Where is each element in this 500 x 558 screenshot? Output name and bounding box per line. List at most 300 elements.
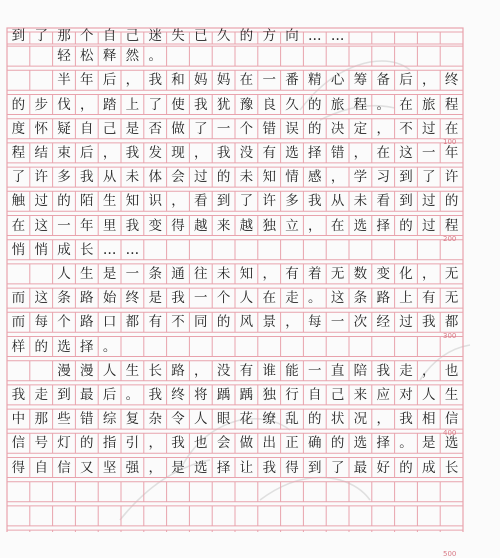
char-cell: 了 <box>422 169 436 186</box>
char-cell: 在 <box>262 290 276 307</box>
char-cell: 陌 <box>80 193 94 210</box>
char-cell: 后 <box>102 386 117 403</box>
char-cell: ， <box>376 411 390 428</box>
char-cell: ， <box>80 96 94 113</box>
char-cell: 走 <box>285 290 299 307</box>
char-cell: ， <box>353 144 368 161</box>
char-cell: 了 <box>34 28 48 44</box>
char-cell: 眼 <box>216 411 231 428</box>
char-cell: 口 <box>102 314 117 331</box>
char-cell: 里 <box>102 217 117 234</box>
char-cell: 同 <box>194 314 208 331</box>
char-cell: 况 <box>353 411 368 428</box>
char-cell: 出 <box>262 435 276 452</box>
char-cell: 一 <box>262 72 276 89</box>
char-cell: 未 <box>353 193 368 210</box>
char-cell: 从 <box>102 169 117 186</box>
char-cell: 使 <box>171 96 185 113</box>
char-cell: 每 <box>308 314 322 331</box>
char-cell: 良 <box>262 96 276 113</box>
char-cell: 上 <box>125 96 140 113</box>
char-cell: 我 <box>376 362 390 379</box>
char-cell: 一 <box>57 217 71 234</box>
char-cell: 杂 <box>148 411 162 428</box>
char-cell: 行 <box>285 386 299 403</box>
char-cell: 我 <box>171 290 185 307</box>
char-cell: 条 <box>353 290 368 307</box>
char-cell: 是 <box>422 435 436 452</box>
char-cell: 无 <box>444 290 459 307</box>
char-cell: 立 <box>285 217 299 234</box>
char-cell: 后 <box>399 72 413 89</box>
char-cell: 的 <box>216 169 231 186</box>
char-cell: 走 <box>399 362 413 379</box>
char-cell: 漫 <box>80 362 94 379</box>
char-cell: 好 <box>376 459 390 476</box>
char-cell: 决 <box>330 120 345 137</box>
char-cell: 路 <box>171 362 185 379</box>
char-cell: 妈 <box>216 72 231 89</box>
char-cell: 旅 <box>330 96 345 113</box>
char-cell: 而 <box>11 290 26 307</box>
char-cell: 个 <box>239 120 254 137</box>
char-cell: 漫 <box>57 362 71 379</box>
char-cell: 得 <box>285 459 299 476</box>
char-cell: ， <box>125 72 140 89</box>
char-cell: 化 <box>399 265 413 282</box>
char-cell: ， <box>422 265 436 282</box>
char-cell: 体 <box>148 169 162 186</box>
char-cell: 己 <box>330 386 345 403</box>
char-cell: 了 <box>239 193 254 210</box>
char-cell: 选 <box>57 338 71 355</box>
char-cell: 终 <box>444 72 459 89</box>
char-cell: 那 <box>57 28 71 44</box>
char-cell: 又 <box>80 459 94 476</box>
char-cell: ， <box>330 169 345 186</box>
char-cell: 长 <box>148 362 162 379</box>
char-cell: 择 <box>376 435 390 452</box>
char-cell: 的 <box>308 96 322 113</box>
char-cell: 生 <box>102 193 117 210</box>
char-cell: 没 <box>216 362 231 379</box>
char-cell: 己 <box>102 120 117 137</box>
char-cell: 无 <box>444 265 459 282</box>
char-cell: 错 <box>80 411 94 428</box>
char-cell: 最 <box>353 459 368 476</box>
char-cell: ， <box>194 144 208 161</box>
char-cell: 了 <box>11 169 26 186</box>
char-cell: 错 <box>330 144 345 161</box>
char-cell: 伐 <box>57 96 71 113</box>
char-cell: 个 <box>57 314 71 331</box>
char-cell: 向 <box>285 28 299 44</box>
char-cell: 让 <box>239 459 254 476</box>
char-cell: 我 <box>216 144 231 161</box>
char-cell: 在 <box>330 217 345 234</box>
char-cell: 正 <box>285 435 299 452</box>
char-cell: 有 <box>285 265 299 282</box>
char-cell: 越 <box>194 217 208 234</box>
char-cell: 择 <box>80 338 94 355</box>
char-cell: 我 <box>194 96 208 113</box>
char-cell: 独 <box>262 217 276 234</box>
char-cell: … <box>308 28 322 44</box>
char-cell: … <box>102 241 117 258</box>
char-cell: 上 <box>399 290 413 307</box>
char-cell: ， <box>102 144 117 161</box>
char-cell: 我 <box>399 411 413 428</box>
char-cell: 灯 <box>57 435 71 452</box>
char-cell: 路 <box>376 290 390 307</box>
char-cell: 到 <box>399 193 413 210</box>
char-cell: 应 <box>376 386 390 403</box>
char-cell: 次 <box>353 314 368 331</box>
char-cell: 发 <box>148 144 162 161</box>
char-cell: 无 <box>330 265 345 282</box>
char-cell: ， <box>171 193 185 210</box>
char-cell: 。 <box>308 290 322 307</box>
char-cell: 能 <box>285 362 299 379</box>
char-cell: 指 <box>102 435 117 452</box>
char-cell: 许 <box>34 169 48 186</box>
char-cell: ， <box>148 459 162 476</box>
char-cell: 。 <box>376 96 390 113</box>
char-cell: 的 <box>216 314 231 331</box>
char-cell: 在 <box>399 96 413 113</box>
char-cell: 一 <box>194 290 208 307</box>
char-cell: 踽 <box>216 386 231 403</box>
word-count-mark: 500 <box>443 549 457 558</box>
char-cell: 久 <box>216 28 231 44</box>
char-cell: 自 <box>102 28 117 44</box>
char-cell: 过 <box>422 120 436 137</box>
char-cell: 强 <box>125 459 140 476</box>
char-cell: 些 <box>57 411 71 428</box>
char-cell: 过 <box>422 193 436 210</box>
char-cell: 束 <box>57 144 71 161</box>
char-cell: 我 <box>171 435 185 452</box>
char-cell: 从 <box>330 193 345 210</box>
char-cell: ， <box>194 362 208 379</box>
char-cell: 已 <box>194 28 208 44</box>
char-cell: 不 <box>399 120 413 137</box>
char-cell: 知 <box>125 193 140 210</box>
char-cell: ， <box>422 362 436 379</box>
char-cell: 半 <box>57 72 71 89</box>
char-cell: 来 <box>353 386 368 403</box>
char-cell: 人 <box>102 362 117 379</box>
char-cell: 的 <box>308 411 322 428</box>
char-cell: 我 <box>308 193 322 210</box>
char-cell: 个 <box>80 28 94 44</box>
char-cell: 得 <box>171 217 185 234</box>
char-cell: 我 <box>80 169 94 186</box>
char-cell: 知 <box>239 265 254 282</box>
char-cell: 程 <box>353 96 368 113</box>
char-cell: 了 <box>330 459 345 476</box>
char-cell: 选 <box>353 217 368 234</box>
char-cell: 疑 <box>57 120 71 137</box>
char-cell: 后 <box>80 144 94 161</box>
char-cell: 年 <box>80 217 94 234</box>
char-cell: 识 <box>148 193 162 210</box>
char-cell: 备 <box>376 72 390 89</box>
char-cell: 自 <box>80 120 94 137</box>
char-cell: 看 <box>194 193 208 210</box>
char-cell: 选 <box>353 435 368 452</box>
char-cell: 的 <box>80 435 94 452</box>
char-cell: 对 <box>399 386 413 403</box>
char-cell: 我 <box>148 386 162 403</box>
char-cell: 这 <box>34 290 48 307</box>
char-cell: 数 <box>353 265 368 282</box>
char-cell: 度 <box>11 120 26 137</box>
char-cell: 到 <box>57 386 71 403</box>
char-cell: 条 <box>148 265 162 282</box>
char-cell: 综 <box>102 411 117 428</box>
char-cell: 了 <box>148 96 162 113</box>
char-cell: 在 <box>239 72 254 89</box>
char-cell: 没 <box>239 144 254 161</box>
char-cell: 妈 <box>194 72 208 89</box>
char-cell: 着 <box>308 265 322 282</box>
char-cell: 往 <box>194 265 208 282</box>
char-cell: 这 <box>330 290 345 307</box>
char-cell: 来 <box>216 217 231 234</box>
char-cell: 年 <box>80 72 94 89</box>
char-cell: 路 <box>80 290 94 307</box>
char-cell: 的 <box>57 193 71 210</box>
char-cell: 变 <box>376 265 390 282</box>
char-cell: 年 <box>444 144 459 161</box>
char-cell: 乱 <box>285 411 299 428</box>
char-cell: 多 <box>57 169 71 186</box>
char-cell: 我 <box>148 72 162 89</box>
char-cell: 过 <box>194 169 208 186</box>
char-cell: 生 <box>125 362 140 379</box>
char-cell: 选 <box>285 144 299 161</box>
char-cell: 过 <box>422 217 436 234</box>
char-cell: 到 <box>308 459 322 476</box>
char-cell: 谁 <box>262 362 276 379</box>
char-cell: 步 <box>34 96 48 113</box>
char-cell: 未 <box>125 169 140 186</box>
char-cell: 在 <box>444 120 459 137</box>
char-cell: 中 <box>11 411 26 428</box>
char-cell: 的 <box>11 96 26 113</box>
char-cell: 在 <box>11 217 26 234</box>
char-cell: 结 <box>34 144 48 161</box>
char-cell: 这 <box>34 217 48 234</box>
char-cell: 得 <box>11 459 26 476</box>
char-cell: 人 <box>239 290 254 307</box>
char-cell: 习 <box>376 169 390 186</box>
word-count-mark: 300 <box>443 331 457 340</box>
char-cell: 看 <box>376 193 390 210</box>
char-cell: 缭 <box>262 411 276 428</box>
char-cell: 景 <box>262 314 276 331</box>
char-cell: 我 <box>11 386 26 403</box>
char-cell: 会 <box>171 169 185 186</box>
char-cell: 一 <box>216 120 231 137</box>
char-cell: 终 <box>171 386 185 403</box>
char-cell: 筹 <box>353 72 368 89</box>
char-cell: 做 <box>171 120 185 137</box>
char-cell: 定 <box>353 120 368 137</box>
char-cell: 学 <box>353 169 368 186</box>
char-cell: 的 <box>239 28 254 44</box>
char-cell: 也 <box>444 362 459 379</box>
char-cell: 复 <box>125 411 140 428</box>
char-cell: 信 <box>57 459 71 476</box>
char-cell: 轻 <box>57 48 71 65</box>
char-cell: 一 <box>330 314 345 331</box>
char-cell: 自 <box>308 386 322 403</box>
char-cell: 这 <box>399 144 413 161</box>
char-cell: 我 <box>262 459 276 476</box>
char-cell: 到 <box>216 193 231 210</box>
char-cell: 错 <box>262 120 276 137</box>
char-cell: 做 <box>239 435 254 452</box>
char-cell: 在 <box>376 144 390 161</box>
char-cell: 是 <box>102 265 117 282</box>
char-cell: 方 <box>262 28 276 44</box>
char-cell: 番 <box>285 72 299 89</box>
char-cell: 我 <box>125 217 140 234</box>
char-cell: … <box>125 241 140 258</box>
char-cell: 而 <box>11 314 26 331</box>
char-cell: 生 <box>80 265 94 282</box>
char-cell: 号 <box>34 435 48 452</box>
char-cell: 自 <box>34 459 48 476</box>
char-cell: 相 <box>422 411 436 428</box>
char-cell: 将 <box>194 386 208 403</box>
word-count-mark: 200 <box>443 235 457 243</box>
char-cell: 花 <box>239 411 254 428</box>
char-cell: 悄 <box>11 241 26 258</box>
char-cell: 心 <box>330 72 345 89</box>
char-cell: 豫 <box>239 96 254 113</box>
word-count-mark: 100 <box>443 138 457 147</box>
char-cell: 人 <box>422 386 436 403</box>
char-cell: 终 <box>125 290 140 307</box>
char-cell: 令 <box>171 411 185 428</box>
char-cell: 久 <box>285 96 299 113</box>
char-cell: ， <box>308 217 322 234</box>
char-cell: 的 <box>330 435 345 452</box>
char-cell: 。 <box>148 48 162 65</box>
char-cell: 现 <box>171 144 185 161</box>
char-cell: 失 <box>171 28 185 44</box>
watermark-stroke <box>260 478 370 501</box>
char-cell: 怀 <box>34 120 48 137</box>
char-cell: 每 <box>34 314 48 331</box>
char-cell: 是 <box>148 290 162 307</box>
char-cell: 人 <box>57 265 71 282</box>
char-cell: 。 <box>125 386 140 403</box>
char-cell: 的 <box>399 217 413 234</box>
char-cell: 然 <box>125 48 140 65</box>
char-cell: 踏 <box>102 96 117 113</box>
char-cell: 路 <box>80 314 94 331</box>
char-cell: 过 <box>399 314 413 331</box>
char-cell: 会 <box>216 435 231 452</box>
char-cell: 。 <box>102 338 117 355</box>
char-cell: 信 <box>11 435 26 452</box>
char-cell: 否 <box>148 120 162 137</box>
char-cell: 触 <box>11 193 26 210</box>
char-cell: 经 <box>376 314 390 331</box>
char-cell: 知 <box>262 169 276 186</box>
char-cell: 旅 <box>422 96 436 113</box>
char-cell: 信 <box>444 411 459 428</box>
char-cell: 始 <box>102 290 117 307</box>
char-cell: 程 <box>444 96 459 113</box>
char-cell: ， <box>148 435 162 452</box>
char-cell: 不 <box>171 314 185 331</box>
char-cell: 选 <box>194 459 208 476</box>
char-cell: 有 <box>262 144 276 161</box>
char-cell: 引 <box>125 435 140 452</box>
char-cell: ， <box>262 265 276 282</box>
char-cell: 到 <box>11 28 26 44</box>
char-cell: 。 <box>399 435 413 452</box>
char-cell: 误 <box>285 120 299 137</box>
char-cell: 是 <box>171 459 185 476</box>
char-cell: 越 <box>239 217 254 234</box>
char-cell: 松 <box>80 48 94 65</box>
char-cell: ， <box>376 120 390 137</box>
word-count-mark: 400 <box>443 428 457 437</box>
char-cell: 程 <box>11 144 26 161</box>
char-cell: 变 <box>148 217 162 234</box>
char-cell: 是 <box>125 120 140 137</box>
char-cell: 未 <box>239 169 254 186</box>
char-cell: 陪 <box>353 362 368 379</box>
char-cell: 长 <box>80 241 94 258</box>
char-cell: 风 <box>239 314 254 331</box>
char-cell: 也 <box>194 435 208 452</box>
char-cell: 有 <box>148 314 162 331</box>
char-cell: 长 <box>444 459 459 476</box>
char-cell: 到 <box>399 169 413 186</box>
char-cell: 踽 <box>239 386 254 403</box>
char-cell: 一 <box>125 265 140 282</box>
char-cell: 择 <box>376 217 390 234</box>
char-cell: 成 <box>422 459 436 476</box>
char-cell: 选 <box>444 435 459 452</box>
char-cell: 程 <box>444 217 459 234</box>
char-cell: … <box>330 28 345 44</box>
char-cell: 最 <box>80 386 94 403</box>
char-cell: 状 <box>330 411 345 428</box>
char-cell: 精 <box>308 72 322 89</box>
char-cell: 许 <box>262 193 276 210</box>
char-cell: 确 <box>308 435 322 452</box>
char-cell: 一 <box>308 362 322 379</box>
char-cell: 我 <box>125 144 140 161</box>
char-cell: 感 <box>308 169 322 186</box>
char-cell: 多 <box>285 193 299 210</box>
char-cell: 都 <box>125 314 140 331</box>
char-cell: 释 <box>102 48 117 65</box>
char-cell: 犹 <box>216 96 231 113</box>
char-cell: 有 <box>422 290 436 307</box>
char-cell: 的 <box>444 193 459 210</box>
char-cell: 样 <box>11 338 26 355</box>
char-cell: ， <box>422 72 436 89</box>
